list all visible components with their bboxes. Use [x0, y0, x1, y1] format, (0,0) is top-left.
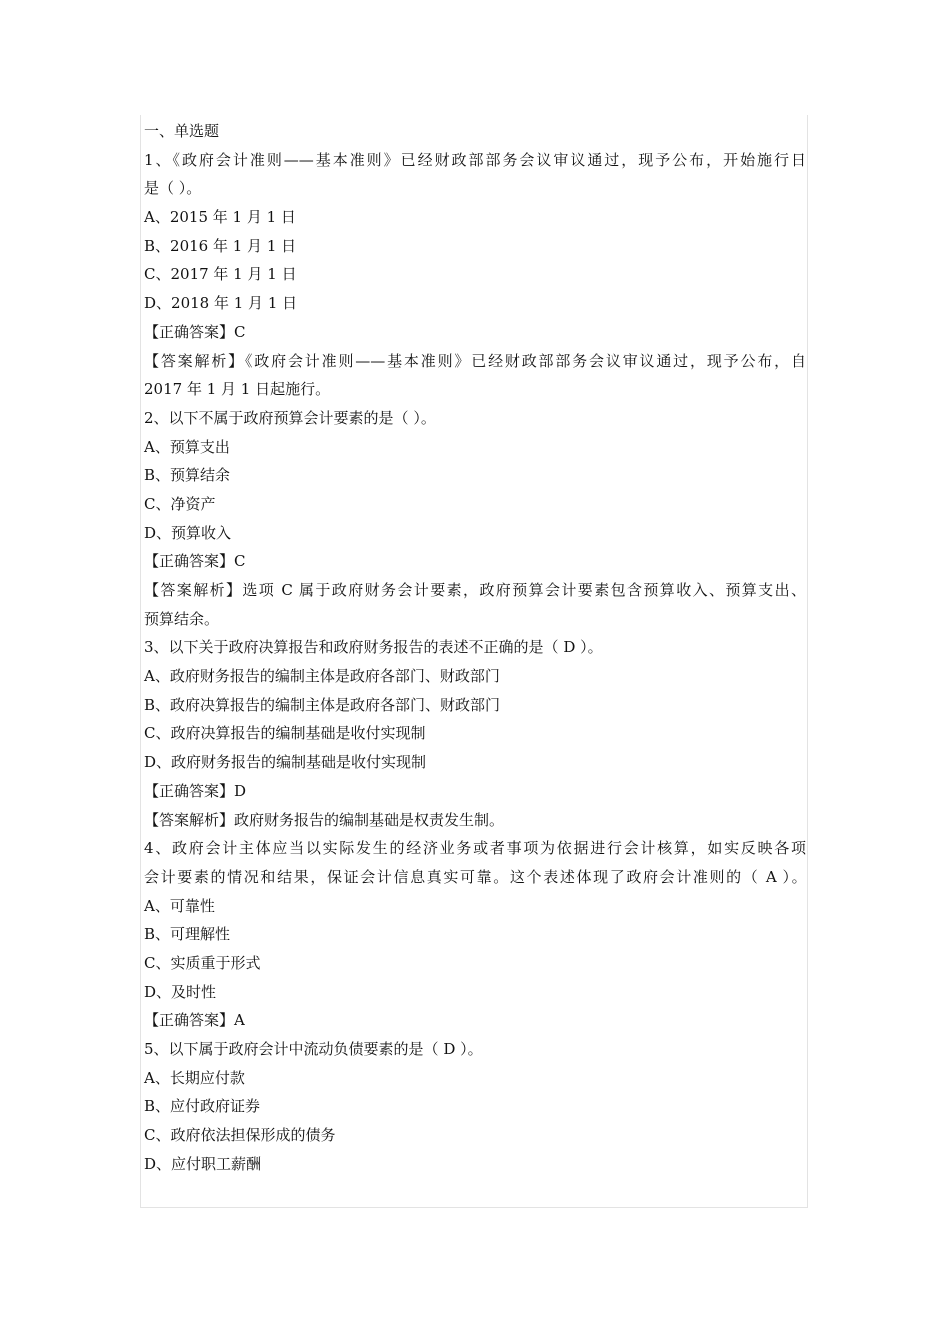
question-stem: 5、以下属于政府会计中流动负债要素的是（ D ）。: [144, 1040, 483, 1058]
question-stem: 是（ ）。: [144, 179, 202, 198]
question-4: [144, 834, 808, 1035]
option-c: C、净资产: [144, 494, 216, 513]
option-b: B、应付政府证券: [144, 1097, 261, 1116]
question-3: [144, 633, 808, 834]
question-1: [144, 146, 808, 404]
option-d: D、应付职工薪酬: [144, 1154, 262, 1173]
option-c: C、2017 年 1 月 1 日: [144, 265, 297, 284]
option-b: B、政府决算报告的编制主体是政府各部门、财政部门: [144, 695, 501, 714]
option-c: C、政府依法担保形成的债务: [144, 1126, 336, 1145]
correct-answer: 【正确答案】C: [144, 322, 246, 341]
correct-answer: 【正确答案】D: [144, 781, 247, 800]
document-content: [144, 117, 808, 1178]
question-stem: 1、《政府会计准则——基本准则》已经财政部部务会议审议通过，现予公布，开始施行日: [144, 150, 806, 169]
option-c: C、政府决算报告的编制基础是收付实现制: [144, 724, 426, 743]
option-d: D、2018 年 1 月 1 日: [144, 294, 298, 313]
option-c: C、实质重于形式: [144, 953, 261, 972]
question-2: [144, 404, 808, 634]
answer-explanation: 【答案解析】《政府会计准则——基本准则》已经财政部部务会议审议通过，现予公布，自: [144, 351, 806, 370]
section-title: 一、单选题: [144, 122, 220, 140]
option-d: D、预算收入: [144, 523, 232, 542]
option-a: A、政府财务报告的编制主体是政府各部门、财政部门: [144, 667, 500, 686]
answer-explanation: 【答案解析】选项 C 属于政府财务会计要素，政府预算会计要素包含预算收入、预算支出、: [144, 581, 806, 599]
question-stem: 2、以下不属于政府预算会计要素的是（ ）。: [144, 408, 436, 427]
correct-answer: 【正确答案】C: [144, 552, 246, 571]
question-stem: 会计要素的情况和结果，保证会计信息真实可靠。这个表述体现了政府会计准则的（ A ）。: [144, 867, 806, 886]
option-d: D、政府财务报告的编制基础是收付实现制: [144, 753, 427, 772]
option-a: A、预算支出: [144, 437, 230, 456]
option-a: A、长期应付款: [144, 1068, 245, 1087]
option-b: B、2016 年 1 月 1 日: [144, 236, 297, 255]
answer-explanation: 预算结余。: [144, 609, 220, 628]
answer-explanation: 【答案解析】政府财务报告的编制基础是权责发生制。: [144, 810, 505, 829]
option-b: B、可理解性: [144, 925, 231, 944]
answer-explanation: 2017 年 1 月 1 日起施行。: [144, 380, 331, 399]
question-stem: 4、政府会计主体应当以实际发生的经济业务或者事项为依据进行会计核算，如实反映各项: [144, 839, 806, 858]
option-b: B、预算结余: [144, 466, 231, 485]
question-stem: 3、以下关于政府决算报告和政府财务报告的表述不正确的是（ D ）。: [144, 638, 603, 657]
option-a: A、2015 年 1 月 1 日: [144, 208, 296, 227]
option-d: D、及时性: [144, 982, 217, 1001]
option-a: A、可靠性: [144, 896, 215, 915]
correct-answer: 【正确答案】A: [144, 1011, 245, 1030]
question-5: [144, 1035, 808, 1178]
